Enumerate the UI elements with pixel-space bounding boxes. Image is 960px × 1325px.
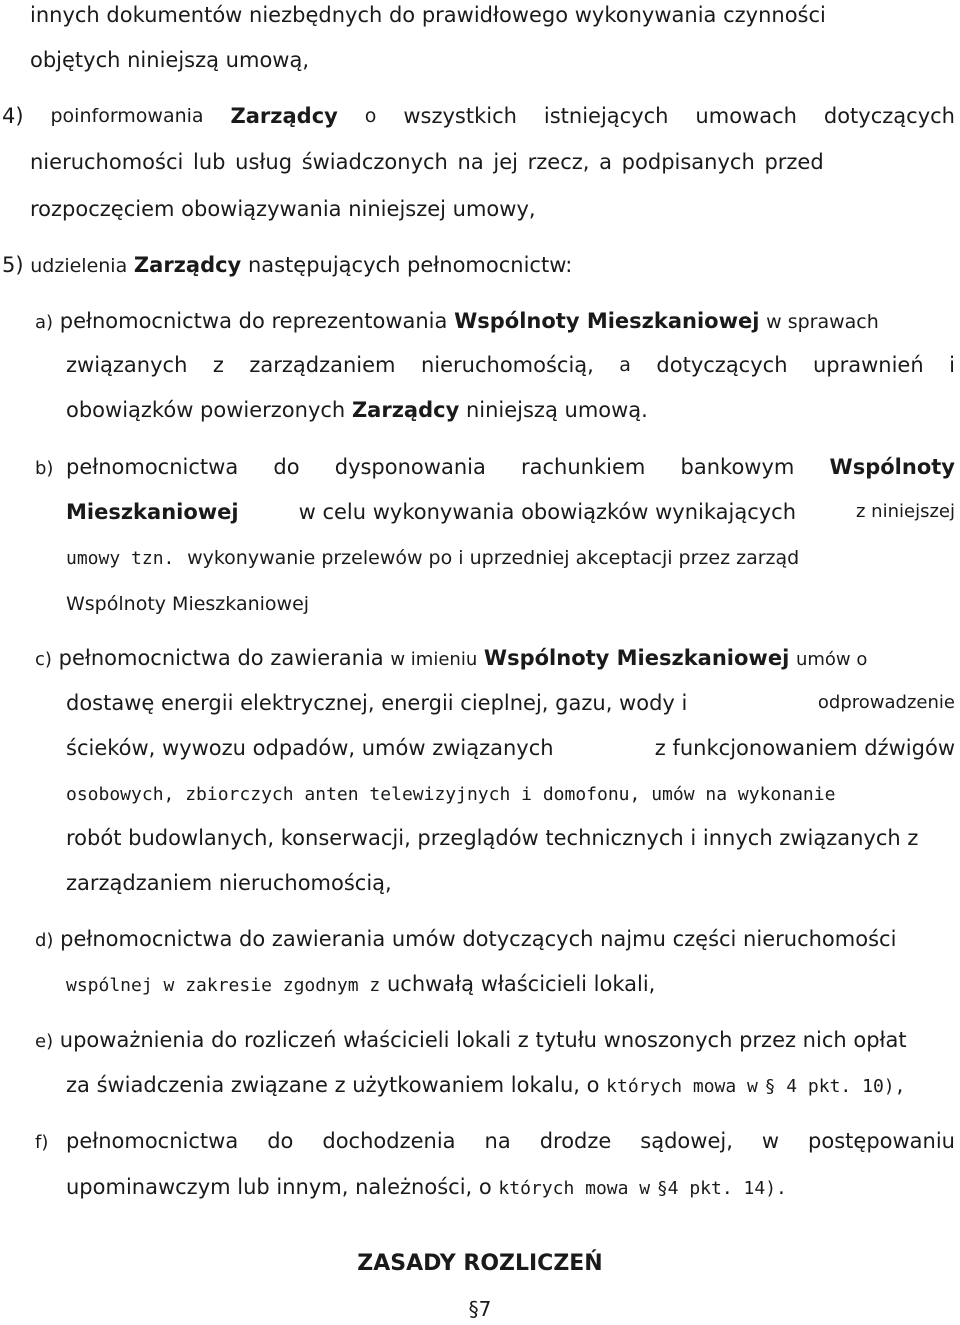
text: wszystkich xyxy=(403,104,517,128)
text: umów o xyxy=(795,649,868,670)
text: wykonywanie przelewów po i uprzedniej akceptacji przez zarząd xyxy=(187,547,800,569)
emphasis: Wspólnoty Mieszkaniowej xyxy=(454,309,760,333)
text: następujących pełnomocnictw: xyxy=(247,253,573,277)
list-item-4 xyxy=(2,101,955,131)
text-line xyxy=(66,1126,955,1156)
text: pełnomocnictwa do zawierania xyxy=(58,646,384,670)
text-line xyxy=(66,452,955,482)
text: poinformowania xyxy=(50,105,204,127)
list-item-b xyxy=(35,452,53,484)
text: dochodzenia xyxy=(322,1129,456,1153)
section-heading: ZASADY ROZLICZEŃ xyxy=(357,1251,603,1276)
text: pełnomocnictwa xyxy=(66,1129,239,1153)
text-line xyxy=(30,147,824,177)
text: których mowa w xyxy=(606,1076,758,1097)
text-line xyxy=(66,350,955,380)
text: związanych xyxy=(66,353,188,377)
text: pełnomocnictwa do reprezentowania xyxy=(59,309,448,333)
text: §4 pkt. 14). xyxy=(656,1178,787,1199)
text-line xyxy=(30,194,536,224)
text: Wspólnoty Mieszkaniowej xyxy=(66,593,310,615)
text: dysponowania xyxy=(334,455,486,479)
list-label: 5) xyxy=(2,253,24,277)
list-item-f xyxy=(35,1126,48,1158)
text: dotyczących xyxy=(823,104,955,128)
text: innych dokumentów niezbędnych do prawidłowego wykonywania czynności xyxy=(30,3,826,27)
text: sądowej, xyxy=(640,1129,733,1153)
text: uchwałą właścicieli lokali, xyxy=(386,972,656,996)
text: bankowym xyxy=(680,455,795,479)
text: i xyxy=(949,353,955,377)
text: w sprawach xyxy=(766,311,879,333)
text: zarządzaniem nieruchomością, xyxy=(66,871,392,895)
text: a xyxy=(619,354,631,376)
list-label: e) xyxy=(35,1031,54,1052)
text: objętych niniejszą umową, xyxy=(30,48,310,72)
text: rozpoczęciem obowiązywania niniejszej umowy, xyxy=(30,197,536,221)
list-item-c xyxy=(35,643,867,675)
text: za świadczenia związane z użytkowaniem lokalu, o xyxy=(66,1073,600,1097)
text-line xyxy=(66,969,655,1001)
emphasis: Zarządcy xyxy=(230,104,338,128)
text: § 4 pkt. 10), xyxy=(764,1076,906,1097)
emphasis: Mieszkaniowej xyxy=(66,500,239,524)
text: istniejących xyxy=(543,104,669,128)
text: o xyxy=(364,105,377,127)
emphasis: Zarządcy xyxy=(133,253,242,277)
text: odprowadzenie xyxy=(817,692,955,713)
text: osobowych, zbiorczych anten telewizyjnych i domofonu, umów na wykonanie xyxy=(66,784,836,805)
text: niniejszą umową. xyxy=(465,398,648,422)
text: w celu wykonywania obowiązków wynikających xyxy=(298,500,797,524)
list-label: c) xyxy=(35,649,52,670)
emphasis: Wspólnoty Mieszkaniowej xyxy=(483,646,790,670)
text: na xyxy=(484,1129,511,1153)
text: w xyxy=(761,1129,780,1153)
text-line xyxy=(66,823,918,853)
text: pełnomocnictwa do zawierania umów dotyczących najmu części nieruchomości xyxy=(60,927,897,951)
list-label: a) xyxy=(35,312,54,333)
list-label: d) xyxy=(35,930,54,951)
text-line xyxy=(30,45,309,75)
text: rachunkiem xyxy=(521,455,646,479)
text-line xyxy=(66,868,392,898)
text-line xyxy=(30,0,955,30)
text: nieruchomości lub usług świadczonych na jej rzecz, a podpisanych przed xyxy=(30,150,824,174)
text-line xyxy=(66,395,648,425)
list-label: 4) xyxy=(2,104,24,128)
text-line xyxy=(66,733,955,763)
paragraph-number: §7 xyxy=(468,1297,492,1321)
text: z niniejszej xyxy=(856,501,955,522)
text: wspólnej w zakresie zgodnym z xyxy=(66,975,381,996)
text: upominawczym lub innym, należności, o xyxy=(66,1175,492,1199)
text: zarządzaniem xyxy=(249,353,396,377)
text: robót budowlanych, konserwacji, przeglądów technicznych i innych związanych z xyxy=(66,826,919,850)
text: do xyxy=(273,455,300,479)
text: z xyxy=(212,353,224,377)
text: drodze xyxy=(539,1129,612,1153)
text-line xyxy=(66,778,835,810)
text: z funkcjonowaniem dźwigów xyxy=(654,736,955,760)
text: ścieków, wywozu odpadów, umów związanych xyxy=(66,736,554,760)
emphasis: Wspólnoty xyxy=(829,455,955,479)
text: uprawnień xyxy=(812,353,924,377)
text-line xyxy=(66,588,309,619)
text: dotyczących xyxy=(656,353,788,377)
text-line xyxy=(66,1070,905,1102)
text: umowach xyxy=(695,104,797,128)
text-line xyxy=(66,688,955,718)
text-line xyxy=(66,497,955,527)
text-line xyxy=(66,1172,787,1204)
text: postępowaniu xyxy=(808,1129,955,1153)
list-item-e xyxy=(35,1025,907,1057)
list-label: f) xyxy=(35,1132,49,1153)
list-item-5 xyxy=(2,250,572,281)
text: upoważnienia do rozliczeń właścicieli lokali z tytułu wnoszonych przez nich opłat xyxy=(59,1028,907,1052)
list-item-d xyxy=(35,924,896,956)
emphasis: Zarządcy xyxy=(351,398,460,422)
text: do xyxy=(267,1129,294,1153)
list-item-a xyxy=(35,306,879,338)
text: udzielenia xyxy=(30,255,128,277)
text: nieruchomością, xyxy=(420,353,594,377)
text: dostawę energii elektrycznej, energii cieplnej, gazu, wody i xyxy=(66,691,688,715)
text: których mowa w xyxy=(498,1178,651,1199)
list-label: b) xyxy=(35,458,54,479)
text-line xyxy=(66,542,799,574)
text: obowiązków powierzonych xyxy=(66,398,346,422)
text: pełnomocnictwa xyxy=(66,455,239,479)
text: w imieniu xyxy=(390,649,478,670)
text: umowy tzn. xyxy=(66,548,175,569)
